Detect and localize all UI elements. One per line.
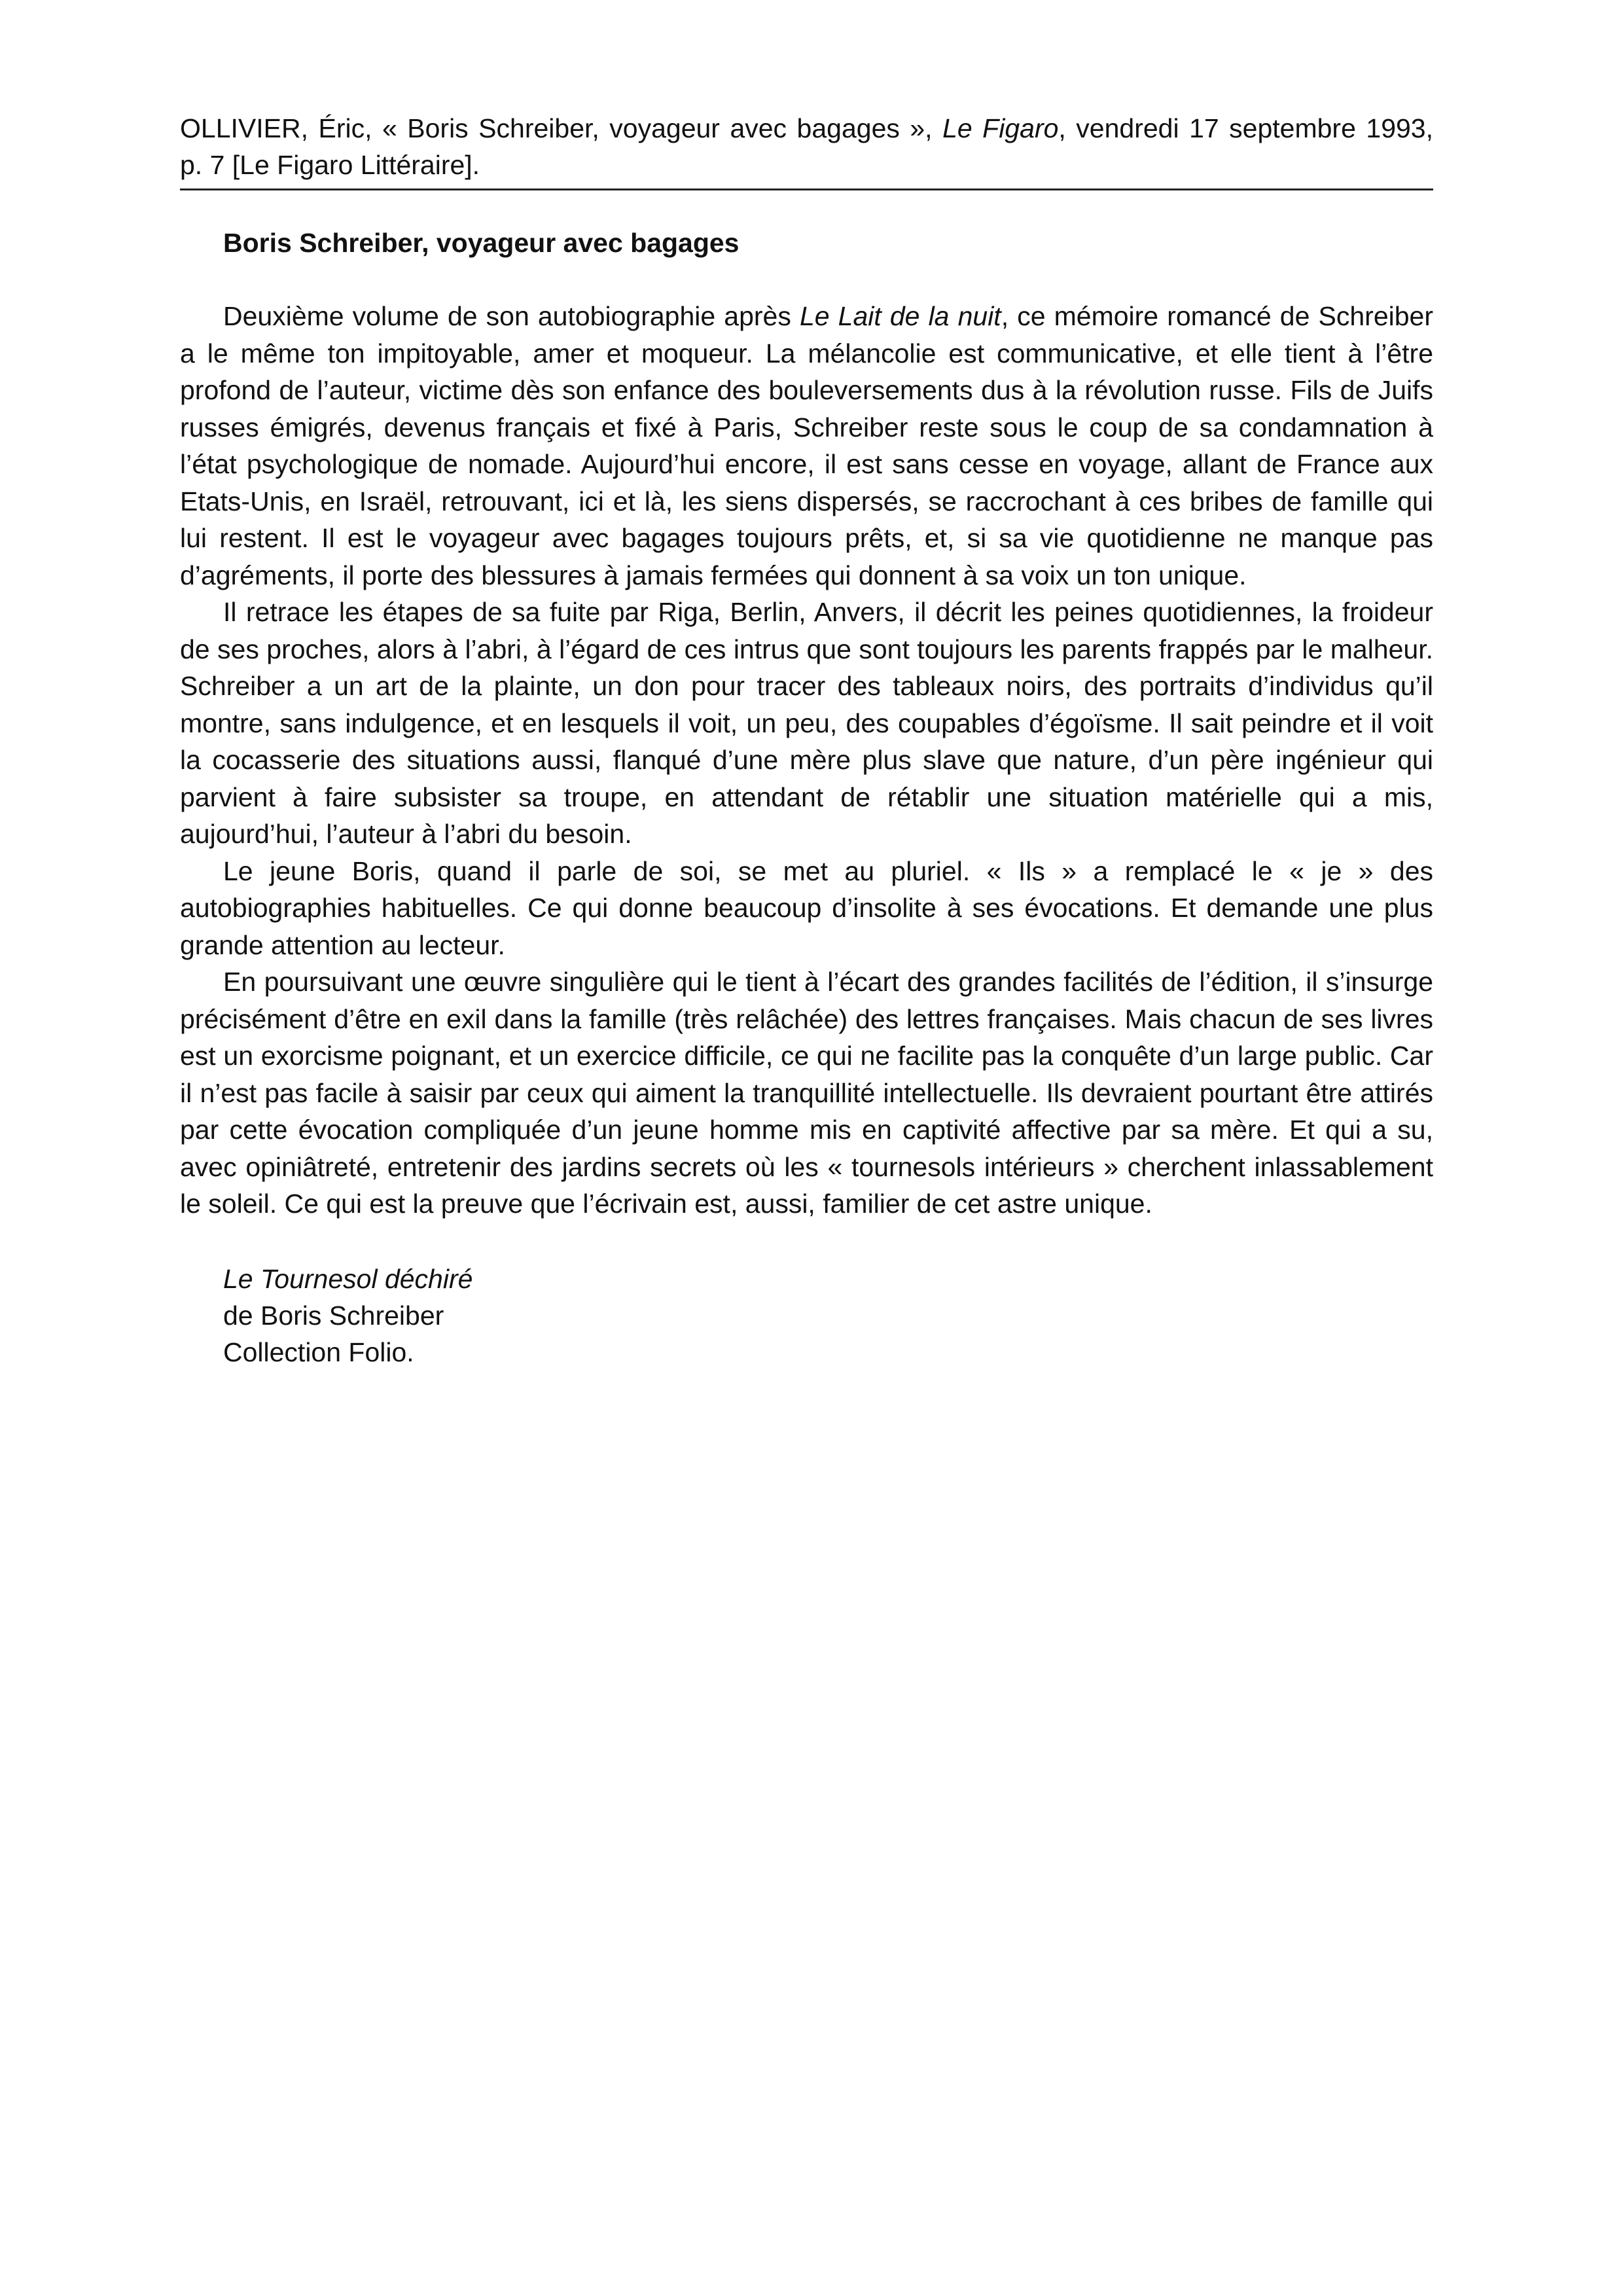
citation-text-before: OLLIVIER, Éric, « Boris Schreiber, voyageur avec bagages »,: [180, 113, 943, 143]
article-body: [180, 298, 1433, 1223]
referenced-book-title: Le Lait de la nuit: [799, 301, 1001, 331]
paragraph-1: [180, 298, 1433, 594]
book-collection: Collection Folio.: [223, 1336, 414, 1367]
paragraph-1-rest: , ce mémoire romancé de Schreiber a le même ton impitoyable, amer et moqueur. La mélancolie est communicative, et elle tient à l’être profond de l’auteur, victime dès son enfance des bouleversements dus à la révolution russe. Fils de Juifs russes émigrés, devenus français et fixé à Paris, Schreiber reste sous le coup de sa condamnation à l’état psychologique de nomade. Aujourd’hui encore, il est sans cesse en voyage, allant de France aux Etats-Unis, en Israël, retrouvant, ici et là, les siens dispersés, se raccrochant à ces bribes de famille qui lui restent. Il est le voyageur avec bagages toujours prêts, et, si sa vie quotidienne ne manque pas d’agréments, il porte des blessures à jamais fermées qui donnent à sa voix un ton unique.: [180, 301, 1433, 590]
citation-line-2: p. 7 [Le Figaro Littéraire].: [180, 150, 480, 180]
book-author: de Boris Schreiber: [223, 1300, 444, 1331]
book-reference: [223, 1261, 1433, 1371]
article-title: Boris Schreiber, voyageur avec bagages: [223, 228, 740, 258]
paragraph-2: Il retrace les étapes de sa fuite par Riga, Berlin, Anvers, il décrit les peines quotidiennes, la froideur de ses proches, alors à l’abri, à l’égard de ces intrus que sont toujours les parents frappés par le malheur. Schreiber a un art de la plainte, un don pour tracer des tableaux noirs, des portraits d’individus qu’il montre, sans indulgence, et en lesquels il voit, un peu, des coupables d’égoïsme. Il sait peindre et il voit la cocasserie des situations aussi, flanqué d’une mère plus slave que nature, d’un père ingénieur qui parvient à faire subsister sa troupe, en attendant de rétablir une situation matérielle qui a mis, aujourd’hui, l’auteur à l’abri du besoin.: [180, 597, 1433, 849]
citation-line-1: [180, 110, 1433, 147]
document-page: [180, 110, 1433, 1371]
citation-newspaper-name: Le Figaro: [942, 113, 1059, 143]
paragraph-4: En poursuivant une œuvre singulière qui le tient à l’écart des grandes facilités de l’édition, il s’insurge précisément d’être en exil dans la famille (très relâchée) des lettres françaises. Mais chacun de ses livres est un exorcisme poignant, et un exercice difficile, ce qui ne facilite pas la conquête d’un large public. Car il n’est pas facile à saisir par ceux qui aiment la tranquillité intellectuelle. Ils devraient pourtant être attirés par cette évocation compliquée d’un jeune homme mis en captivité affective par sa mère. Et qui a su, avec opiniâtreté, entretenir des jardins secrets où les « tournesols intérieurs » cherchent inlassablement le soleil. Ce qui est la preuve que l’écrivain est, aussi, familier de cet astre unique.: [180, 967, 1433, 1219]
header-divider: [180, 188, 1433, 190]
citation-header: [180, 110, 1433, 183]
paragraph-1-start: Deuxième volume de son autobiographie après: [223, 301, 800, 331]
paragraph-3: Le jeune Boris, quand il parle de soi, se met au pluriel. « Ils » a remplacé le « je » des autobiographies habituelles. Ce qui donne beaucoup d’insolite à ses évocations. Et demande une plus grande attention au lecteur.: [180, 855, 1433, 960]
book-title: Le Tournesol déchiré: [223, 1263, 473, 1294]
citation-text-after: , vendredi 17 septembre 1993,: [1058, 113, 1433, 143]
